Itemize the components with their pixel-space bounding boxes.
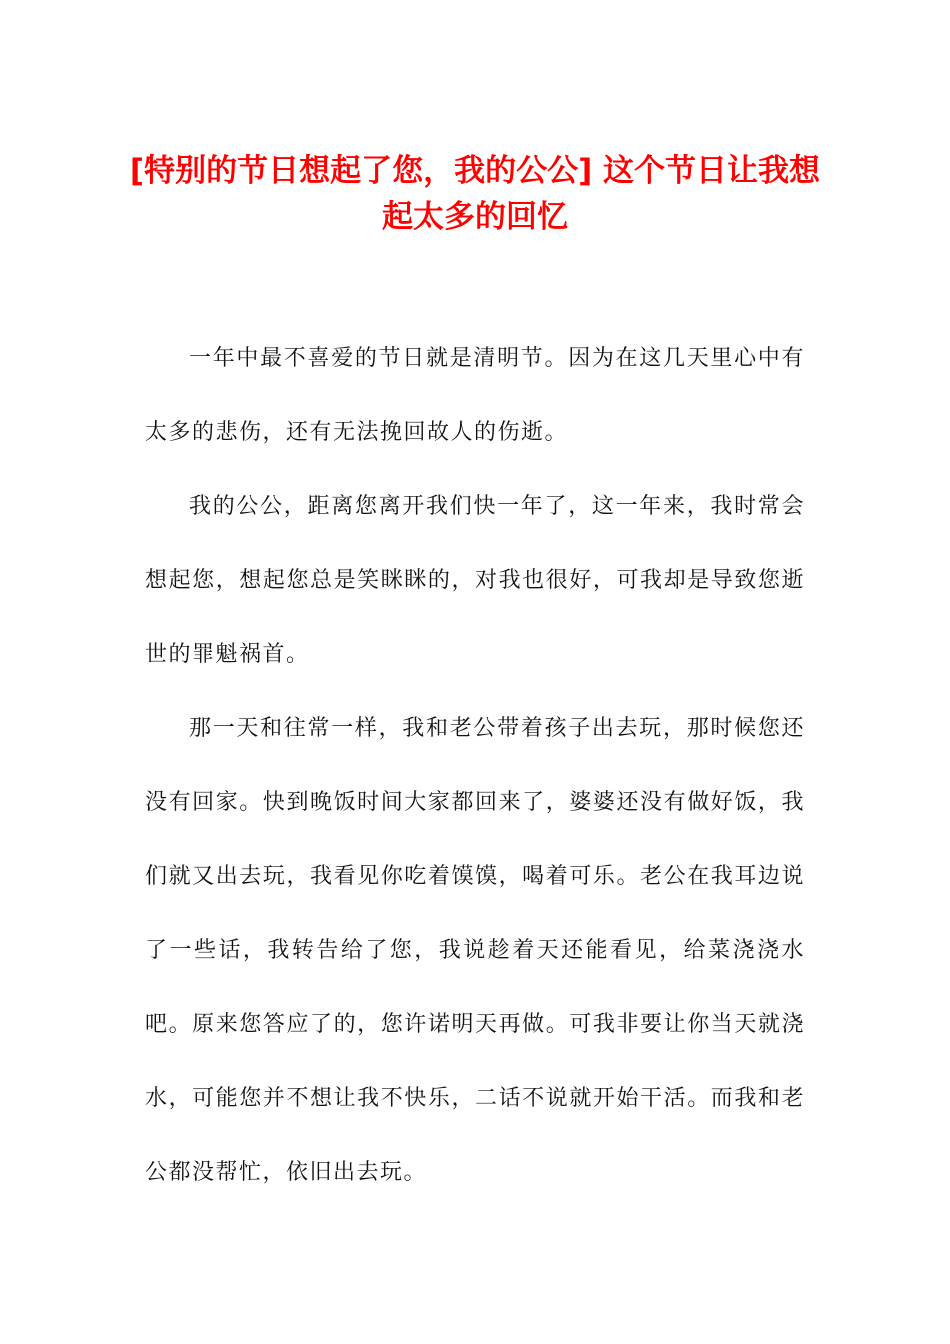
paragraph-2: 我的公公，距离您离开我们快一年了，这一年来，我时常会想起您，想起您总是笑眯眯的，对我也很好，可我却是导致您逝世的罪魁祸首。 — [145, 494, 805, 667]
paragraph-3: 那一天和往常一样，我和老公带着孩子出去玩，那时候您还没有回家。快到晚饭时间大家都回来了，婆婆还没有做好饭，我们就又出去玩，我看见你吃着馍馍，喝着可乐。老公在我耳边说了一些话，我转告给了您，我说趁着天还能看见，给菜浇浇水吧。原来您答应了的，您许诺明天再做。可我非要让你当天就浇水，可能您并不想让我不快乐，二话不说就开始干活。而我和老公都没帮忙，依旧出去玩。 — [145, 716, 805, 1185]
document-body — [145, 322, 805, 1210]
paragraph-1: 一年中最不喜爱的节日就是清明节。因为在这几天里心中有太多的悲伤，还有无法挽回故人的伤逝。 — [145, 346, 805, 445]
document-title: [特别的节日想起了您，我的公公] 这个节日让我想起太多的回忆 — [129, 153, 821, 235]
